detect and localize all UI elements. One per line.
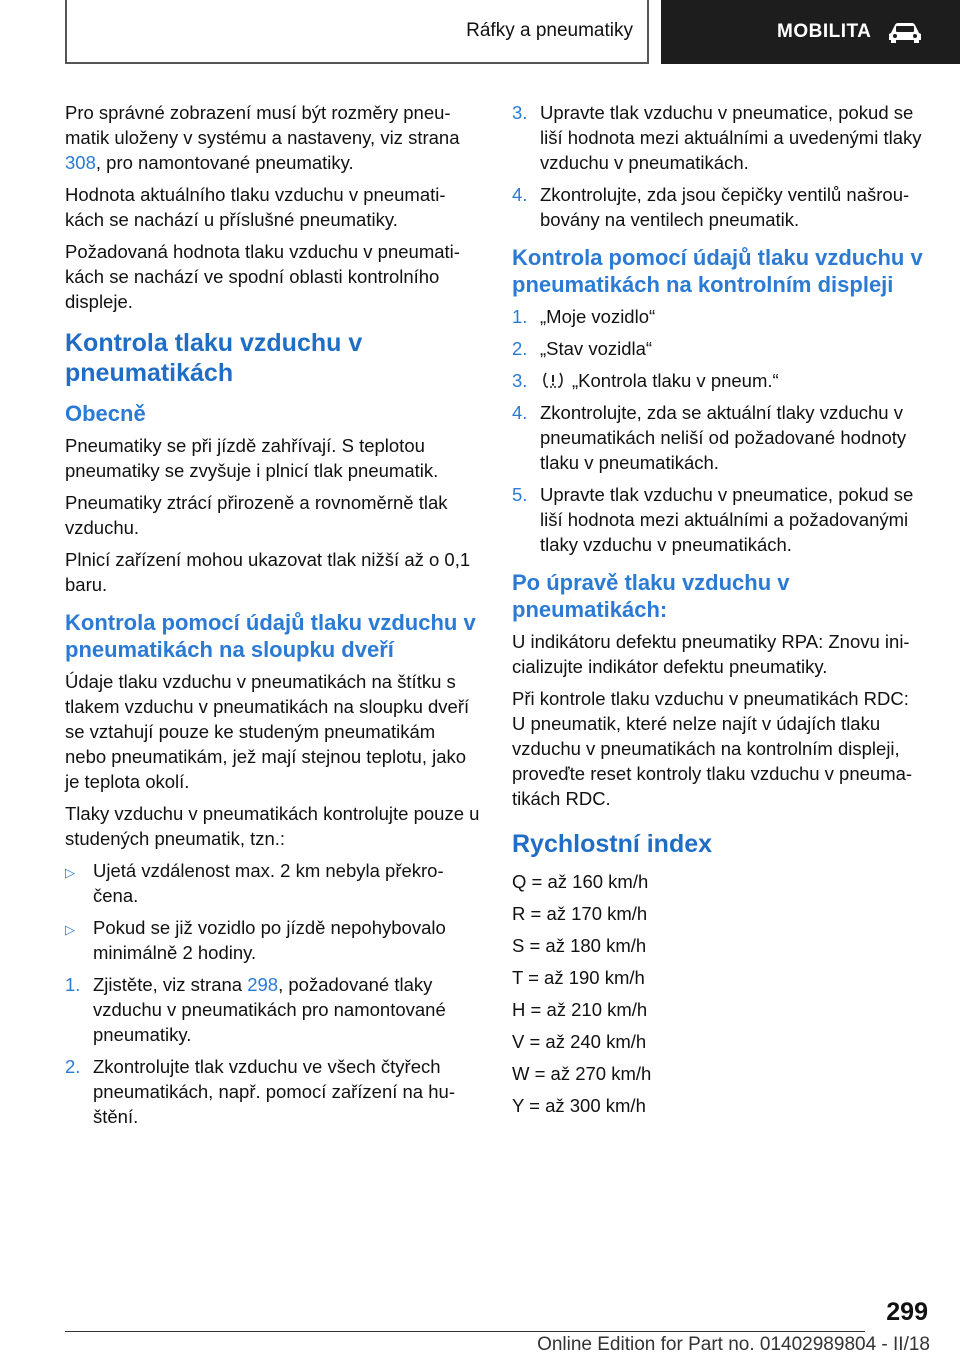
speed-index-item: S = až 180 km/h [512,935,647,956]
paragraph: Tlaky vzduchu v pneumatikách kontrolujte pouze u studených pneumatik, tzn.: [65,803,480,849]
speed-index-item: W = až 270 km/h [512,1063,652,1084]
step-number: 4. [512,184,528,205]
footer-edition: Online Edition for Part no. 01402989804 - II/18 [537,1334,930,1355]
step-number: 2. [512,338,528,359]
speed-index-item: Y = až 300 km/h [512,1095,646,1116]
speed-index-item: R = až 170 km/h [512,903,648,924]
step-item: 1. Zjistěte, viz strana 298, požadované tlaky vzduchu v pneumatikách pro namontované pneumatiky. [65,974,446,1045]
footer-divider [65,1331,865,1332]
subsection-heading: Po úpravě tlaku vzduchu v pneumatikách: [512,570,790,622]
step-number: 1. [512,306,528,327]
bullet-item: ▷ Ujetá vzdálenost max. 2 km nebyla překro-čena. [65,860,444,906]
subsection-heading: Kontrola pomocí údajů tlaku vzduchu v pneumatikách na sloupku dveří [65,610,476,662]
speed-index-list [512,869,927,1118]
step-item: 3. „Kontrola tlaku v pneum.“ [512,370,779,391]
section-heading: Rychlostní index [512,830,713,858]
speed-index-item: Q = až 160 km/h [512,871,649,892]
step-number: 4. [512,402,528,423]
paragraph: U indikátoru defektu pneumatiky RPA: Znovu ini-cializujte indikátor defektu pneumatiky. [512,631,910,677]
header-section [65,0,649,64]
step-number: 2. [65,1056,81,1077]
header-chapter-title: MOBILITA [777,21,872,42]
paragraph: Údaje tlaku vzduchu v pneumatikách na štítku s tlakem vzduchu v pneumatikách na sloupku dveří se vztahují pouze ke studeným pneumatikám nebo pneumatikám, jež mají stejnou teplotu, jako je teplota okolí. [65,671,470,792]
step-item: 1. „Moje vozidlo“ [512,306,656,327]
bullet-marker-icon: ▷ [65,865,75,880]
header-chapter [661,0,960,64]
step-item: 4. Zkontrolujte, zda jsou čepičky ventilů našrou-bovány na ventilech pneumatik. [512,184,910,230]
step-number: 1. [65,974,81,995]
right-column [512,100,927,1125]
subsection-heading: Kontrola pomocí údajů tlaku vzduchu v pneumatikách na kontrolním displeji [512,245,923,297]
page-number: 299 [886,1298,928,1326]
paragraph: Hodnota aktuálního tlaku vzduchu v pneumati-kách se nachází u příslušné pneumatiky. [65,184,446,230]
speed-index-item: T = až 190 km/h [512,967,645,988]
bullet-item: ▷ Pokud se již vozidlo po jízdě nepohybovalo minimálně 2 hodiny. [65,917,446,963]
page-link-308[interactable]: 308 [65,152,96,173]
paragraph: Při kontrole tlaku vzduchu v pneumatikách RDC: U pneumatik, které nelze najít v údajích tlaku vzduchu v pneumatikách na kontrolním displeji, proveďte reset kontroly tlaku vzduchu v pneuma-tikách RDC. [512,688,913,809]
paragraph: Požadovaná hodnota tlaku vzduchu v pneumati-kách se nachází ve spodní oblasti kontrolního displeje. [65,241,460,312]
left-column [65,100,480,1136]
section-heading: Kontrola tlaku vzduchu v pneumatikách [65,329,363,387]
step-number: 3. [512,370,528,391]
paragraph: Pro správné zobrazení musí být rozměry pneu-matik uloženy v systému a nastaveny, viz strana 308, pro namontované pneumatiky. [65,102,460,173]
step-item: 3. Upravte tlak vzduchu v pneumatice, pokud se liší hodnota mezi aktuálními a uvedenými tlaky vzduchu v pneumatikách. [512,102,922,173]
step-number: 3. [512,102,528,123]
page-link-298[interactable]: 298 [247,974,279,995]
step-item: 5. Upravte tlak vzduchu v pneumatice, pokud se liší hodnota mezi aktuálními a požadovanými tlaky vzduchu v pneumatikách. [512,484,914,555]
step-item: 4. Zkontrolujte, zda se aktuální tlaky vzduchu v pneumatikách neliší od požadované hodnoty tlaku v pneumatikách. [512,402,907,473]
paragraph: Plnicí zařízení mohou ukazovat tlak nižší až o 0,1 baru. [65,549,471,595]
tire-pressure-icon [540,370,566,390]
step-item: 2. „Stav vozidla“ [512,338,653,359]
speed-index-item: V = až 240 km/h [512,1031,647,1052]
speed-index-item: H = až 210 km/h [512,999,648,1020]
step-number: 5. [512,484,528,505]
car-icon [887,21,923,43]
paragraph: Pneumatiky se při jízdě zahřívají. S teplotou pneumatiky se zvyšuje i plnicí tlak pneumatik. [65,435,439,481]
step-item: 2. Zkontrolujte tlak vzduchu ve všech čtyřech pneumatikách, např. pomocí zařízení na hu-štění. [65,1056,455,1127]
bullet-marker-icon: ▷ [65,922,75,937]
paragraph: Pneumatiky ztrácí přirozeně a rovnoměrně tlak vzduchu. [65,492,448,538]
header-section-title: Ráfky a pneumatiky [466,20,633,41]
subsection-heading: Obecně [65,401,146,426]
